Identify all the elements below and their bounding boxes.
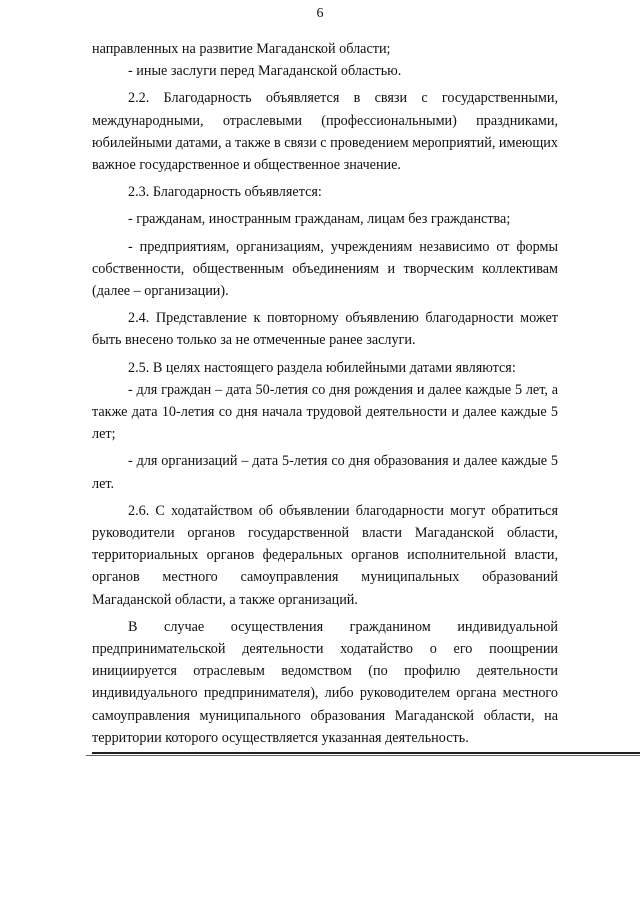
clause-2-4: 2.4. Представление к повторному объявлению благодарности может быть внесено только за не отмеченные ранее заслуги. — [92, 310, 558, 349]
clause-2-6: 2.6. С ходатайством об объявлении благодарности могут обратиться руководители органов государственной власти Магаданской области, территориальных органов федеральных органов исполнительной власти, органов местного самоуправления муниципальных образований Магаданской области, а также организаций. — [92, 502, 558, 608]
list-item-citizens: - гражданам, иностранным гражданам, лицам без гражданства; — [128, 211, 511, 228]
list-item-other-merits: - иные заслуги перед Магаданской областью. — [128, 63, 402, 80]
clause-2-5: 2.5. В целях настоящего раздела юбилейными датами являются: — [128, 359, 516, 376]
page-bottom-divider-shadow — [86, 755, 640, 756]
paragraph-individual-entrepreneur: В случае осуществления гражданином индивидуальной предпринимательской деятельности ходатайство о его поощрении инициируется отраслевым ведомством (по профилю деятельности индивидуального предпринимателя), либо руководителем органа местного самоуправления муниципального образования Магаданской области, на территории которого осуществляется указанная деятельность. — [92, 618, 558, 746]
clause-2-3: 2.3. Благодарность объявляется: — [128, 184, 322, 201]
list-item-citizen-anniversaries: - для граждан – дата 50-летия со дня рождения и далее каждые 5 лет, а также дата 10-летия со дня начала трудовой деятельности и далее каждые 5 лет; — [92, 381, 558, 443]
paragraph-continuation: направленных на развитие Магаданской области; — [92, 41, 391, 57]
document-body — [92, 38, 558, 749]
page-bottom-divider — [92, 752, 640, 754]
list-item-organization-anniversaries: - для организаций – дата 5-летия со дня образования и далее каждые 5 лет. — [92, 453, 558, 492]
clause-2-2: 2.2. Благодарность объявляется в связи с государственными, международными, отраслевыми (профессиональными) праздниками, юбилейными датами, а также в связи с проведением мероприятий, имеющих важное государственное и общественное значение. — [92, 90, 558, 174]
list-item-organizations: - предприятиям, организациям, учреждениям независимо от формы собственности, общественным объединениям и творческим коллективам (далее – организации). — [92, 238, 558, 300]
page-number: 6 — [316, 6, 324, 21]
